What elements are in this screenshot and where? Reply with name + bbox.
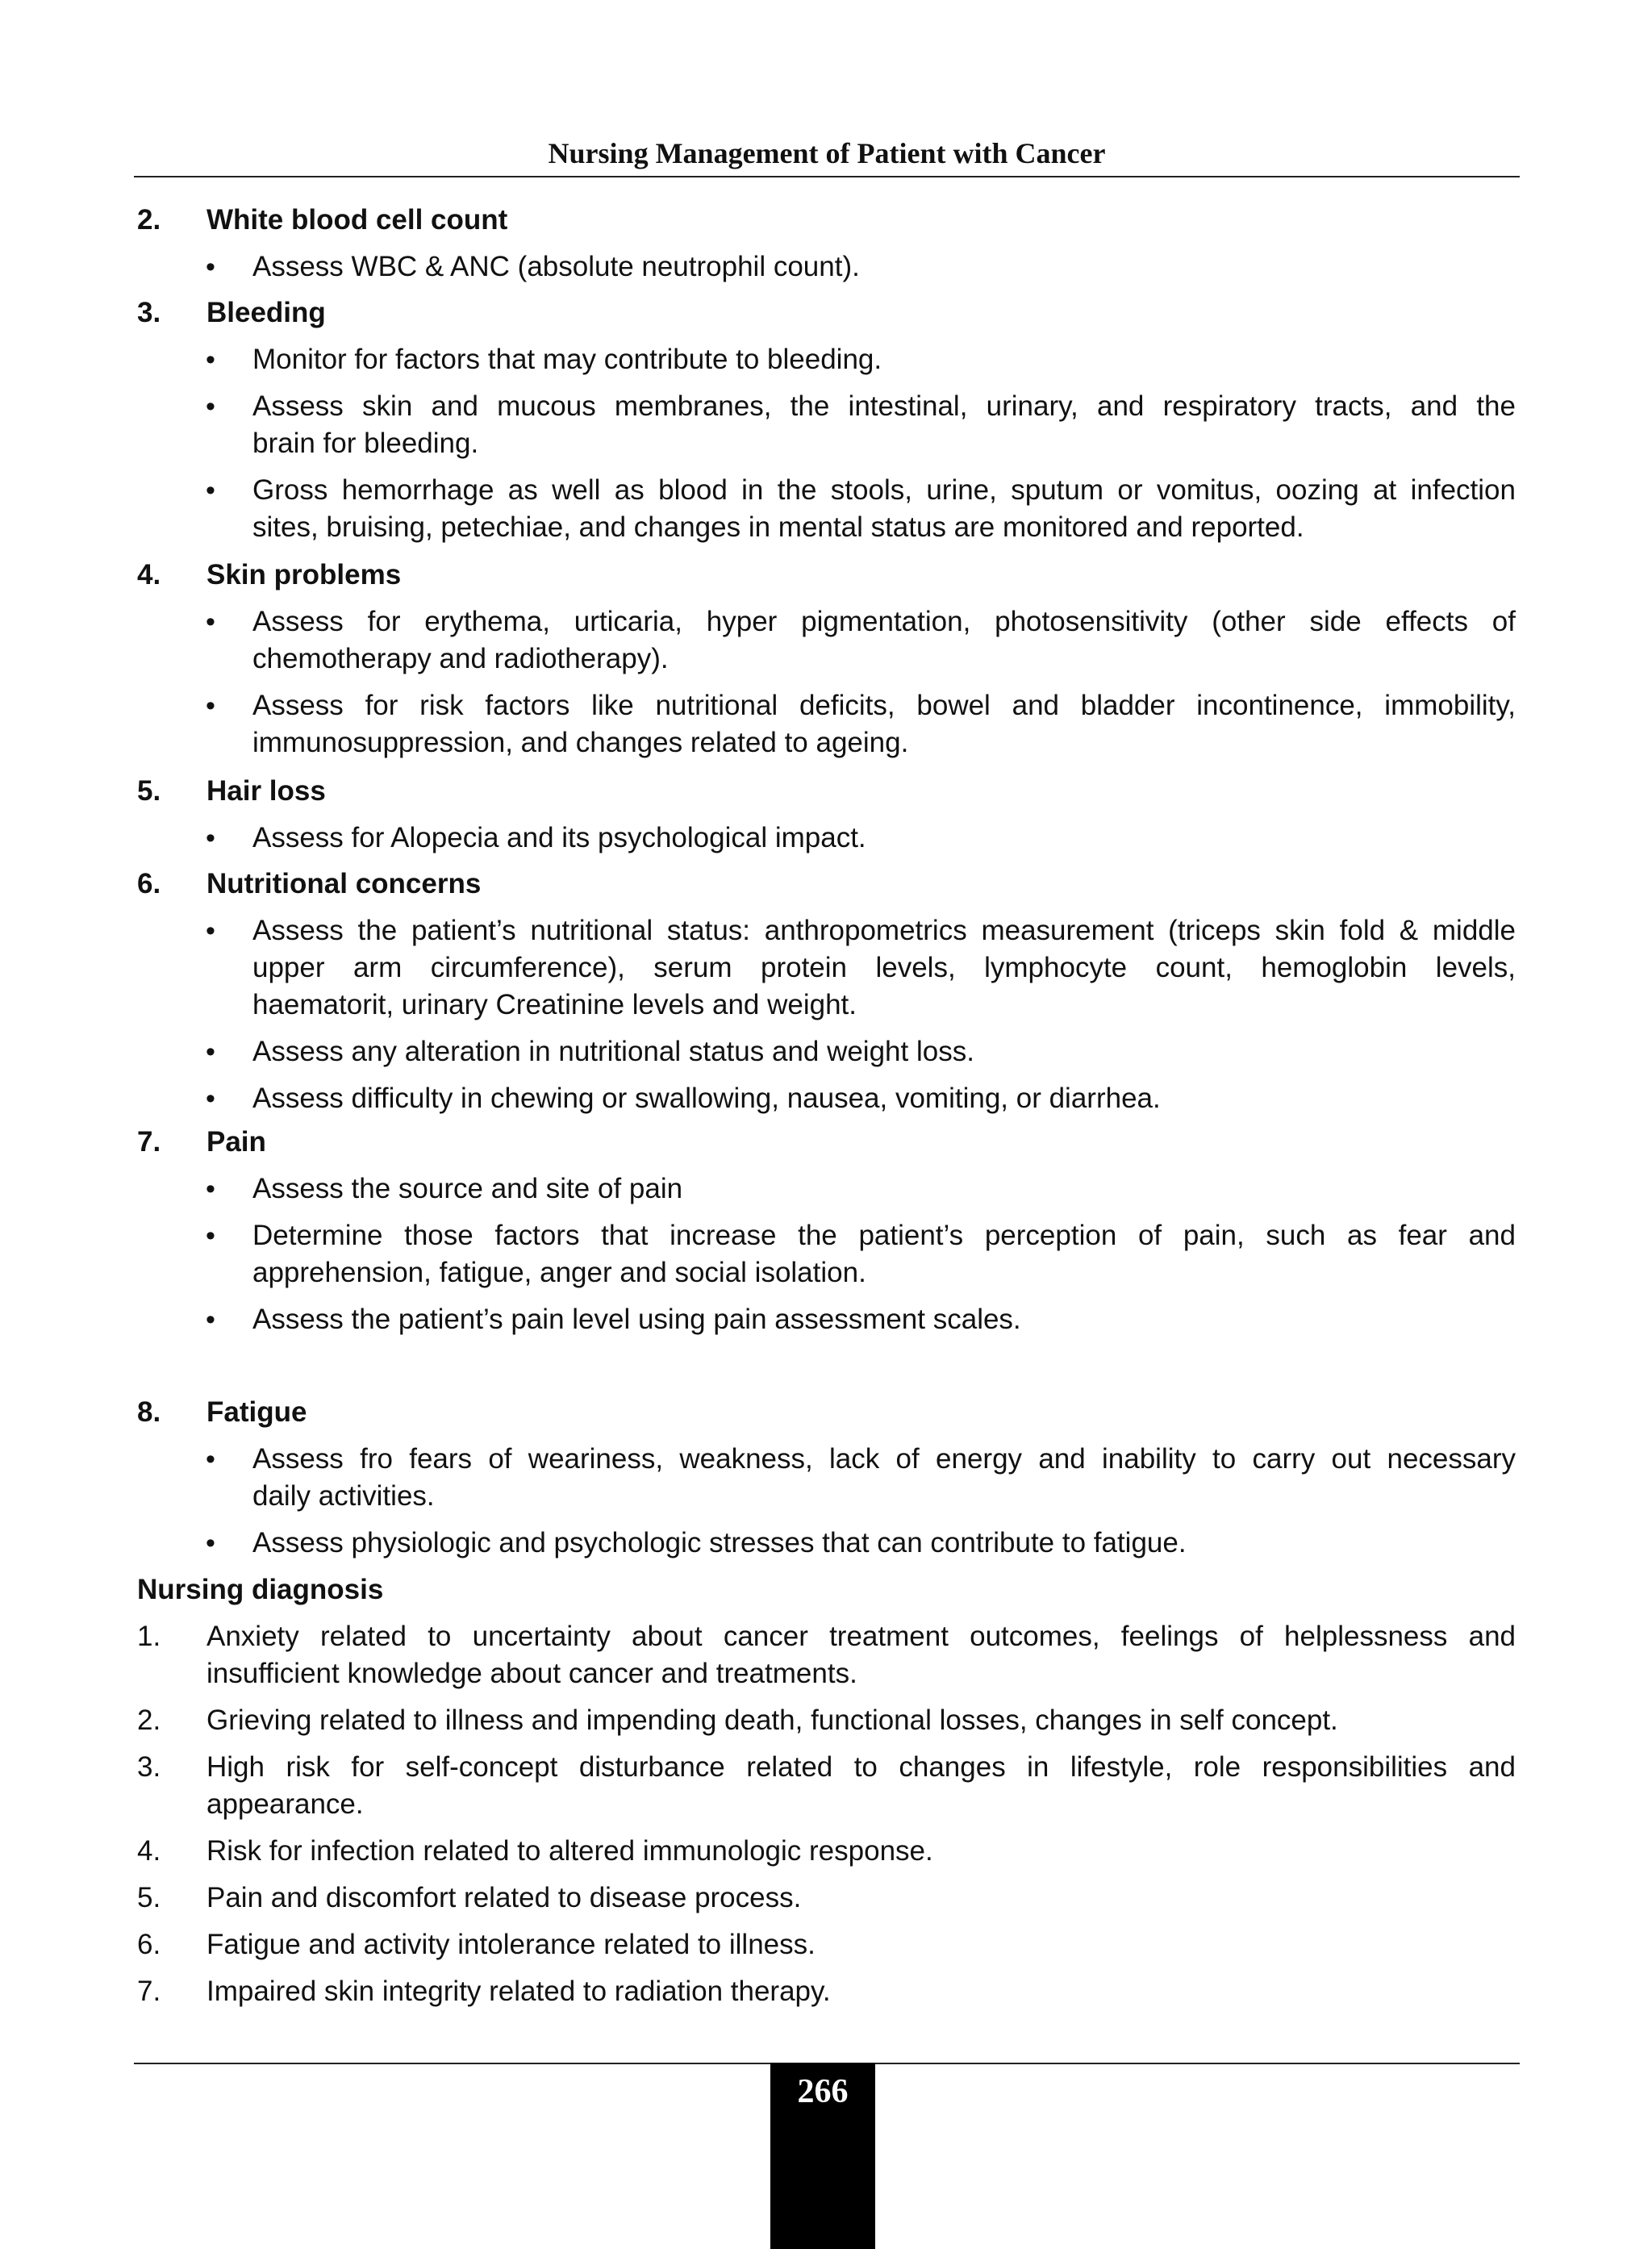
- bullet-text-line: Assess for Alopecia and its psychological impact.: [252, 822, 866, 853]
- bullet-text-line: Assess WBC & ANC (absolute neutrophil count).: [252, 251, 860, 282]
- diagnosis-text-line: appearance.: [206, 1788, 364, 1820]
- bullet-dot-icon: •: [206, 475, 215, 506]
- section-title: Pain: [206, 1126, 266, 1158]
- bullet-text-line: Assess the patient’s nutritional status: anthropometrics measurement (triceps skin fold & middle: [252, 915, 1516, 946]
- bullet-text-line: sites, bruising, petechiae, and changes in mental status are monitored and reported.: [252, 511, 1304, 543]
- diagnosis-text-line: Impaired skin integrity related to radiation therapy.: [206, 1976, 831, 2007]
- bullet-text-line: Assess the source and site of pain: [252, 1173, 683, 1204]
- diagnosis-text-line: Risk for infection related to altered immunologic response.: [206, 1835, 933, 1867]
- diagnosis-text-line: Pain and discomfort related to disease process.: [206, 1882, 802, 1913]
- bullet-text-line: Assess for erythema, urticaria, hyper pigmentation, photosensitivity (other side effects of: [252, 606, 1516, 637]
- section-title: Nutritional concerns: [206, 868, 482, 899]
- diagnosis-text-line: Grieving related to illness and impending death, functional losses, changes in self concept.: [206, 1704, 1338, 1736]
- bullet-text-line: Assess any alteration in nutritional status and weight loss.: [252, 1036, 974, 1067]
- bullet-text-line: Monitor for factors that may contribute to bleeding.: [252, 344, 882, 375]
- section-number: 6.: [137, 868, 161, 899]
- bullet-text-line: immunosuppression, and changes related to ageing.: [252, 727, 909, 758]
- diagnosis-text-line: High risk for self-concept disturbance related to changes in lifestyle, role responsibilities and: [206, 1751, 1516, 1783]
- bullet-dot-icon: •: [206, 1037, 215, 1067]
- bullet-dot-icon: •: [206, 1528, 215, 1558]
- bullet-dot-icon: •: [206, 1220, 215, 1251]
- section-title: Hair loss: [206, 775, 326, 807]
- bullet-text-line: brain for bleeding.: [252, 428, 479, 459]
- diagnosis-text-line: insufficient knowledge about cancer and treatments.: [206, 1658, 857, 1689]
- bullet-text-line: Assess skin and mucous membranes, the intestinal, urinary, and respiratory tracts, and the: [252, 390, 1516, 422]
- page-number: 266: [797, 2073, 849, 2110]
- bullet-text-line: haematorit, urinary Creatinine levels and weight.: [252, 989, 857, 1020]
- diagnosis-number: 1.: [137, 1621, 161, 1652]
- bullet-text-line: Assess physiologic and psychologic stresses that can contribute to fatigue.: [252, 1527, 1187, 1558]
- bullet-text-line: upper arm circumference), serum protein levels, lymphocyte count, hemoglobin levels,: [252, 952, 1516, 983]
- bullet-text-line: Assess fro fears of weariness, weakness, lack of energy and inability to carry out necessary: [252, 1443, 1516, 1475]
- running-header: Nursing Management of Patient with Cancer: [548, 137, 1106, 169]
- section-number: 5.: [137, 775, 161, 807]
- bullet-dot-icon: •: [206, 916, 215, 946]
- diagnosis-text-line: Fatigue and activity intolerance related to illness.: [206, 1929, 816, 1960]
- bullet-dot-icon: •: [206, 344, 215, 375]
- header-rule: [134, 176, 1520, 177]
- section-title: Skin problems: [206, 559, 402, 590]
- bullet-text-line: Determine those factors that increase the patient’s perception of pain, such as fear and: [252, 1220, 1516, 1251]
- bullet-text-line: Gross hemorrhage as well as blood in the stools, urine, sputum or vomitus, oozing at infection: [252, 474, 1516, 506]
- section-title: White blood cell count: [206, 204, 508, 236]
- section-number: 8.: [137, 1396, 161, 1428]
- diagnosis-title: Nursing diagnosis: [137, 1574, 384, 1605]
- section-number: 4.: [137, 559, 161, 590]
- bullet-dot-icon: •: [206, 1083, 215, 1114]
- bullet-dot-icon: •: [206, 1304, 215, 1335]
- bullet-text-line: Assess the patient’s pain level using pain assessment scales.: [252, 1304, 1021, 1335]
- diagnosis-number: 7.: [137, 1976, 161, 2007]
- bullet-dot-icon: •: [206, 1444, 215, 1475]
- bullet-text-line: Assess difficulty in chewing or swallowing, nausea, vomiting, or diarrhea.: [252, 1083, 1161, 1114]
- diagnosis-number: 3.: [137, 1751, 161, 1783]
- bullet-dot-icon: •: [206, 391, 215, 422]
- bullet-dot-icon: •: [206, 823, 215, 853]
- diagnosis-number: 6.: [137, 1929, 161, 1960]
- diagnosis-number: 5.: [137, 1882, 161, 1913]
- diagnosis-number: 4.: [137, 1835, 161, 1867]
- section-title: Bleeding: [206, 297, 326, 328]
- section-title: Fatigue: [206, 1396, 307, 1428]
- bullet-text-line: Assess for risk factors like nutritional deficits, bowel and bladder incontinence, immobility,: [252, 690, 1516, 721]
- section-number: 7.: [137, 1126, 161, 1158]
- bullet-dot-icon: •: [206, 691, 215, 721]
- bullet-text-line: chemotherapy and radiotherapy).: [252, 643, 669, 674]
- bullet-text-line: daily activities.: [252, 1480, 435, 1512]
- diagnosis-text-line: Anxiety related to uncertainty about cancer treatment outcomes, feelings of helplessness and: [206, 1621, 1516, 1652]
- bullet-text-line: apprehension, fatigue, anger and social isolation.: [252, 1257, 866, 1288]
- section-number: 3.: [137, 297, 161, 328]
- bullet-dot-icon: •: [206, 1174, 215, 1204]
- diagnosis-number: 2.: [137, 1704, 161, 1736]
- section-number: 2.: [137, 204, 161, 236]
- bullet-dot-icon: •: [206, 607, 215, 637]
- bullet-dot-icon: •: [206, 252, 215, 282]
